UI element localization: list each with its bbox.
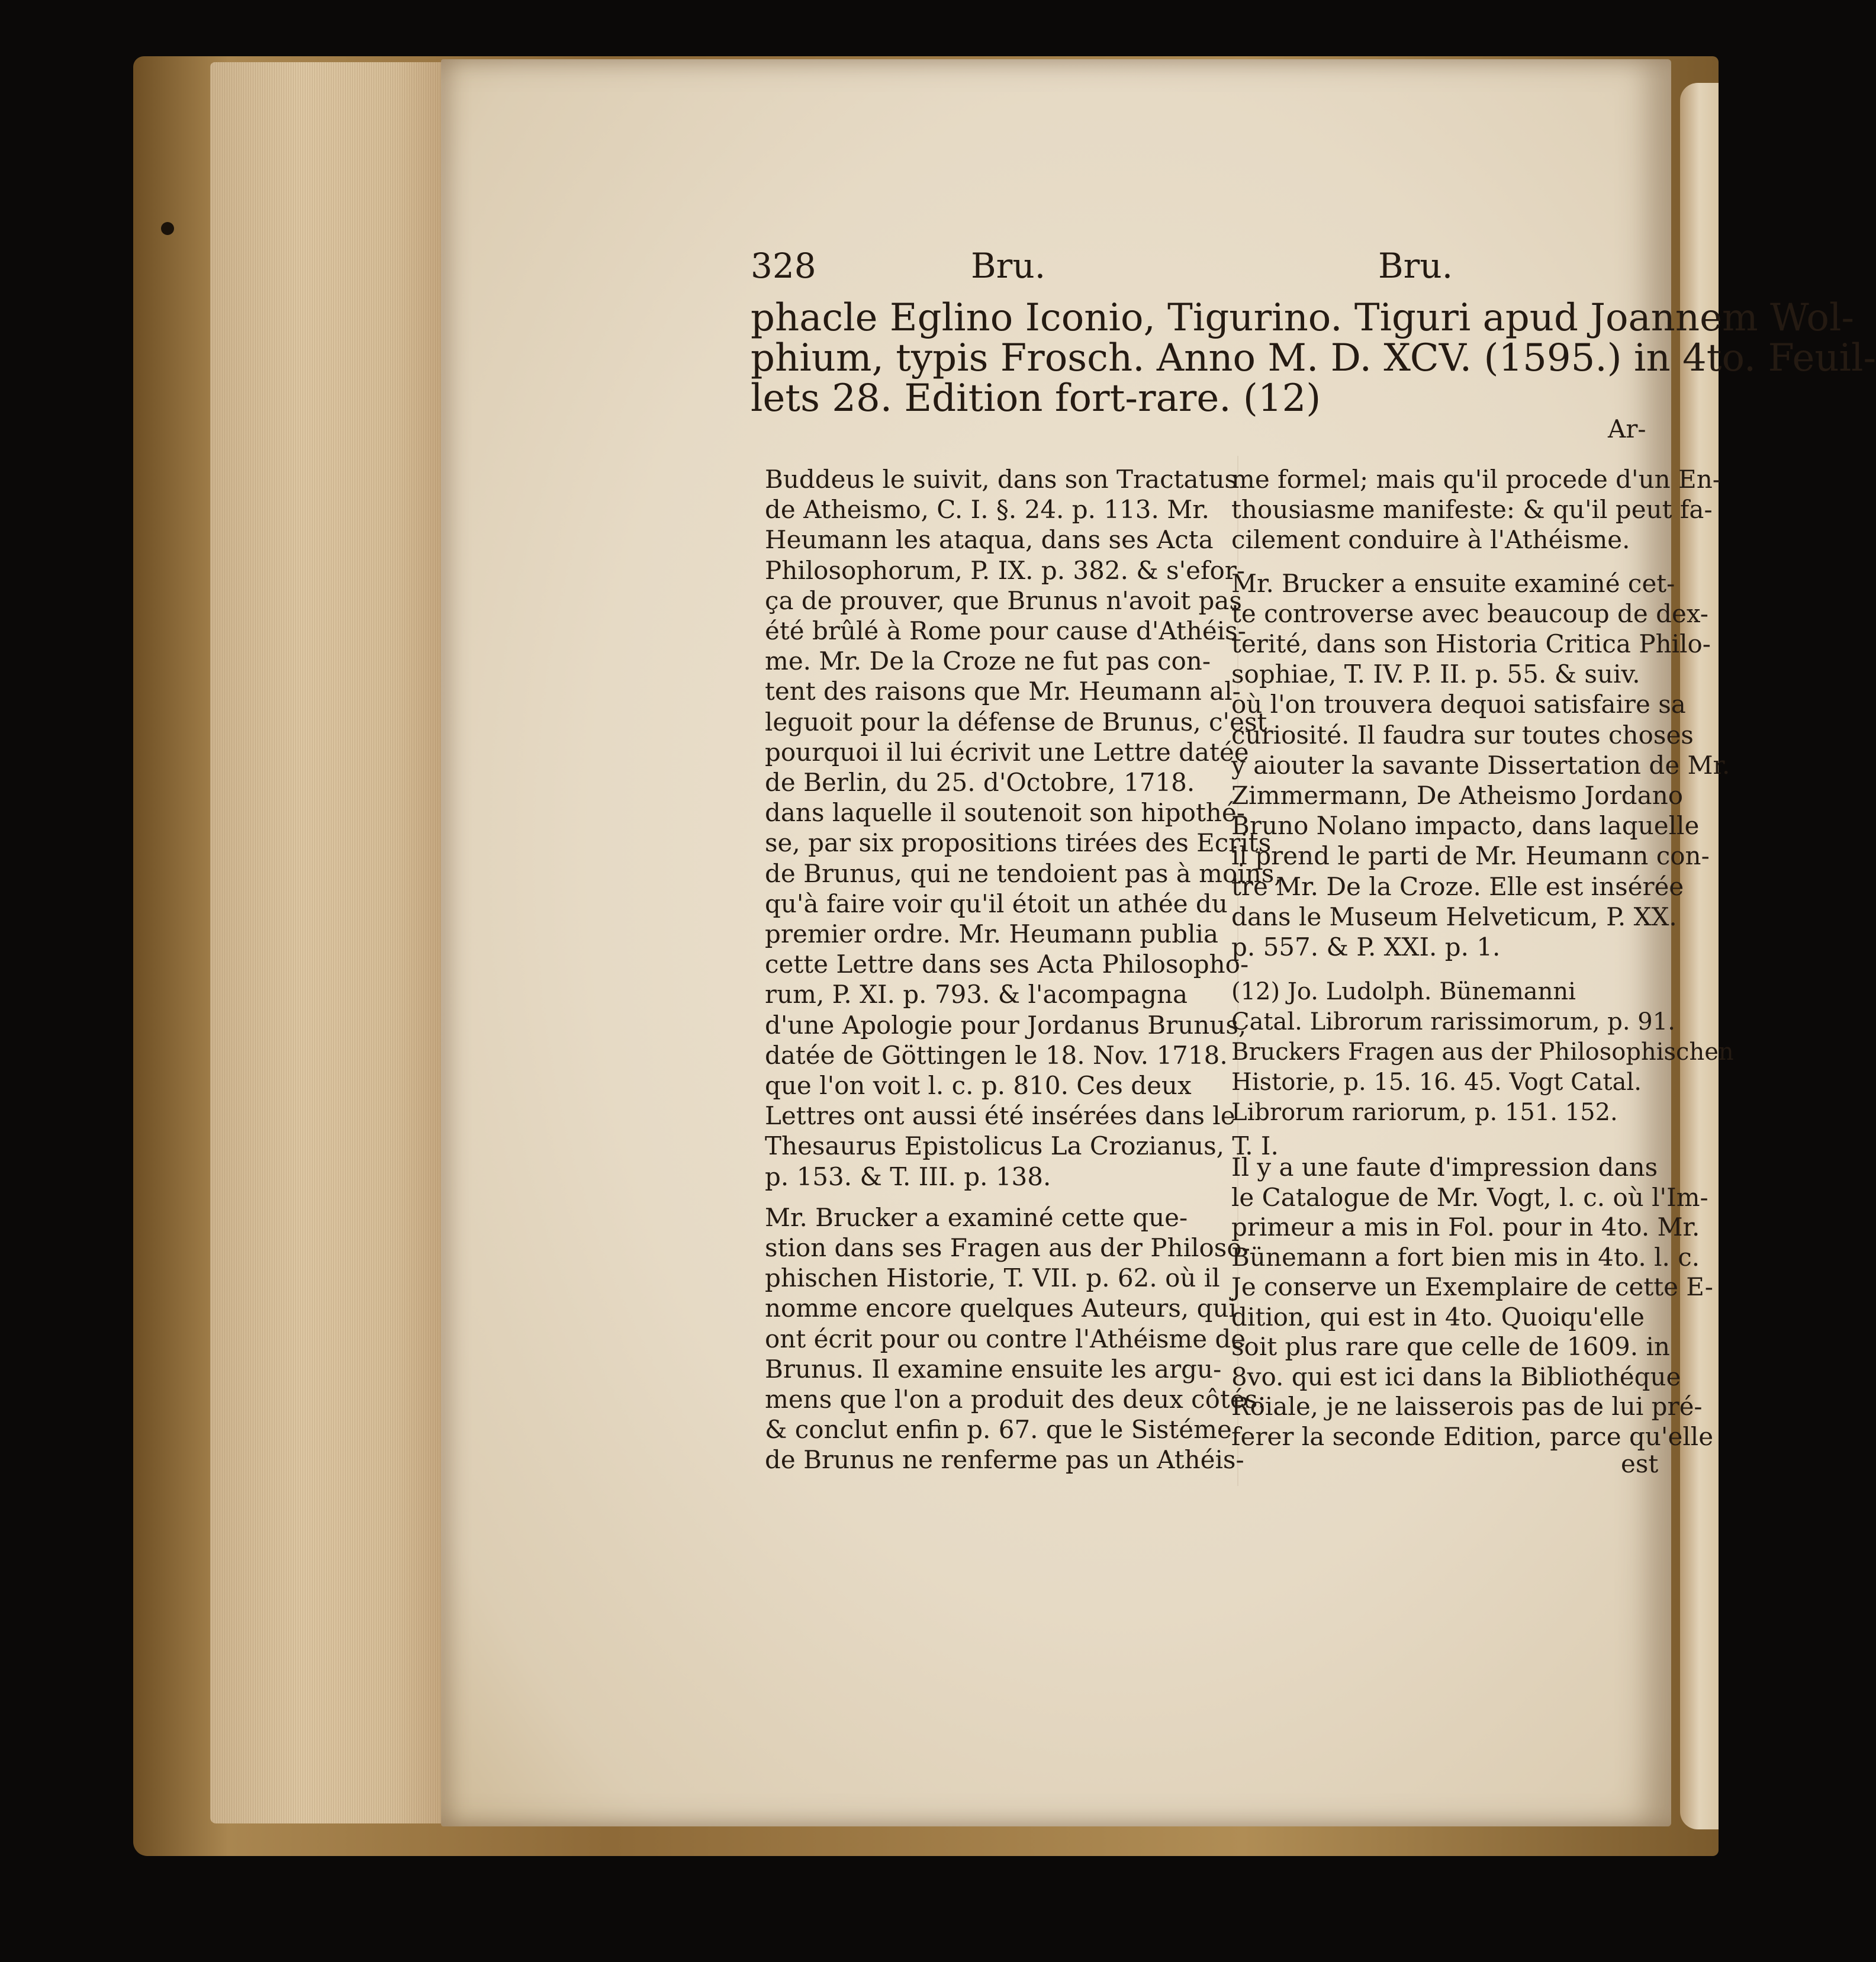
text-line: sophiae, T. IV. P. II. p. 55. & suiv.	[1231, 660, 1640, 689]
text-line: pourquoi il lui écrivit une Lettre datée	[765, 737, 1249, 767]
text-line: Je conserve un Exemplaire de cette E-	[1231, 1272, 1713, 1301]
text-line: où l'on trouvera dequoi satisfaire sa	[1231, 690, 1686, 719]
text-line: primeur a mis in Fol. pour in 4to. Mr.	[1231, 1212, 1700, 1241]
text-line: d'une Apologie pour Jordanus Brunus,	[765, 1010, 1247, 1040]
text-line: (12) Jo. Ludolph. Bünemanni	[1231, 978, 1576, 1005]
text-line: Buddeus le suivit, dans son Tractatus	[765, 465, 1238, 494]
text-line: soit plus rare que celle de 1609. in	[1231, 1332, 1670, 1361]
text-line: stion dans ses Fragen aus der Philoso-	[765, 1233, 1250, 1262]
text-line: p. 557. & P. XXI. p. 1.	[1231, 932, 1501, 961]
text-line: se, par six propositions tirées des Ecrits	[765, 828, 1272, 858]
text-line: Bruckers Fragen aus der Philosophischen	[1231, 1038, 1734, 1066]
text-line: Mr. Brucker a examiné cette que-	[765, 1202, 1188, 1232]
text-line: Il y a une faute d'impression dans	[1231, 1153, 1658, 1182]
text-line: qu'à faire voir qu'il étoit un athée du	[765, 889, 1228, 918]
text-line: nomme encore quelques Auteurs, qui	[765, 1294, 1237, 1323]
text-line: Mr. Brucker a ensuite examiné cet-	[1231, 568, 1675, 598]
text-line: de Atheismo, C. I. §. 24. p. 113. Mr.	[765, 495, 1210, 525]
binding-hole	[161, 222, 174, 235]
text-line: Catal. Librorum rarissimorum, p. 91.	[1231, 1008, 1675, 1035]
text-line: de Brunus ne renferme pas un Athéis-	[765, 1445, 1244, 1475]
text-line: Philosophorum, P. IX. p. 382. & s'efor-	[765, 555, 1246, 585]
text-line: 8vo. qui est ici dans la Bibliothéque	[1231, 1362, 1681, 1391]
text-line: Thesaurus Epistolicus La Crozianus, T. I.	[765, 1131, 1279, 1161]
title-line: lets 28. Edition fort-rare. (12)	[751, 377, 1321, 420]
catchword-bottom: est	[1621, 1449, 1659, 1478]
text-line: me formel; mais qu'il procede d'un En-	[1231, 465, 1721, 494]
title-line: phacle Eglino Iconio, Tigurino. Tiguri apud Joannem Wol-	[751, 296, 1855, 340]
text-line: dans laquelle il soutenoit son hipothé-	[765, 798, 1245, 828]
text-line: dition, qui est in 4to. Quoiqu'elle	[1231, 1302, 1645, 1331]
text-line: ont écrit pour ou contre l'Athéisme de	[765, 1324, 1246, 1353]
text-line: cilement conduire à l'Athéisme.	[1231, 525, 1630, 555]
title-line: phium, typis Frosch. Anno M. D. XCV. (1595.) in 4to. Feuil-	[751, 336, 1876, 380]
text-line: thousiasme manifeste: & qu'il peut fa-	[1231, 495, 1713, 525]
text-line: Lettres ont aussi été insérées dans le	[765, 1101, 1235, 1131]
text-line: Heumann les ataqua, dans ses Acta	[765, 525, 1214, 555]
text-line: tent des raisons que Mr. Heumann al-	[765, 677, 1241, 706]
text-line: curiosité. Il faudra sur toutes choses	[1231, 720, 1694, 750]
text-line: Bünemann a fort bien mis in 4to. l. c.	[1231, 1242, 1700, 1272]
text-line: de Berlin, du 25. d'Octobre, 1718.	[765, 768, 1195, 797]
text-line: de Brunus, qui ne tendoient pas à moins,	[765, 858, 1282, 888]
text-line: été brûlé à Rome pour cause d'Athéis-	[765, 616, 1246, 645]
page-edges	[210, 62, 441, 1823]
running-head-right: Bru.	[1378, 246, 1453, 286]
text-line: datée de Göttingen le 18. Nov. 1718.	[765, 1040, 1228, 1070]
running-head-left: Bru.	[971, 246, 1046, 286]
text-line: rum, P. XI. p. 793. & l'acompagna	[765, 980, 1188, 1009]
text-line: Bruno Nolano impacto, dans laquelle	[1231, 811, 1700, 841]
text-line: phischen Historie, T. VII. p. 62. où il	[765, 1263, 1220, 1293]
text-line: cette Lettre dans ses Acta Philosopho-	[765, 950, 1249, 979]
text-line: tre Mr. De la Croze. Elle est insérée	[1231, 871, 1684, 901]
text-line: ça de prouver, que Brunus n'avoit pas	[765, 586, 1242, 615]
text-line: Zimmermann, De Atheismo Jordano	[1231, 781, 1684, 810]
text-line: il prend le parti de Mr. Heumann con-	[1231, 841, 1710, 871]
text-line: Brunus. Il examine ensuite les argu-	[765, 1354, 1222, 1384]
text-line: Librorum rariorum, p. 151. 152.	[1231, 1099, 1618, 1126]
text-line: dans le Museum Helveticum, P. XX.	[1231, 902, 1677, 931]
text-line: leguoit pour la défense de Brunus, c'est	[765, 707, 1267, 736]
text-line: que l'on voit l. c. p. 810. Ces deux	[765, 1071, 1192, 1100]
text-line: Roiale, je ne laisserois pas de lui pré-	[1231, 1392, 1703, 1421]
catchword: Ar-	[1608, 414, 1646, 443]
text-line: ferer la seconde Edition, parce qu'elle	[1231, 1421, 1714, 1451]
text-line: le Catalogue de Mr. Vogt, l. c. où l'Im-	[1231, 1182, 1708, 1212]
text-line: & conclut enfin p. 67. que le Sistéme	[765, 1415, 1232, 1445]
text-line: terité, dans son Historia Critica Philo-	[1231, 629, 1711, 658]
text-line: premier ordre. Mr. Heumann publia	[765, 919, 1218, 948]
text-line: Historie, p. 15. 16. 45. Vogt Catal.	[1231, 1069, 1642, 1096]
text-line: me. Mr. De la Croze ne fut pas con-	[765, 647, 1211, 676]
text-line: mens que l'on a produit des deux côtés:	[765, 1385, 1266, 1414]
text-line: y aiouter la savante Dissertation de Mr.	[1231, 750, 1730, 780]
page-number: 328	[751, 246, 816, 286]
text-line: te controverse avec beaucoup de dex-	[1231, 599, 1708, 628]
text-line: p. 153. & T. III. p. 138.	[765, 1162, 1051, 1191]
